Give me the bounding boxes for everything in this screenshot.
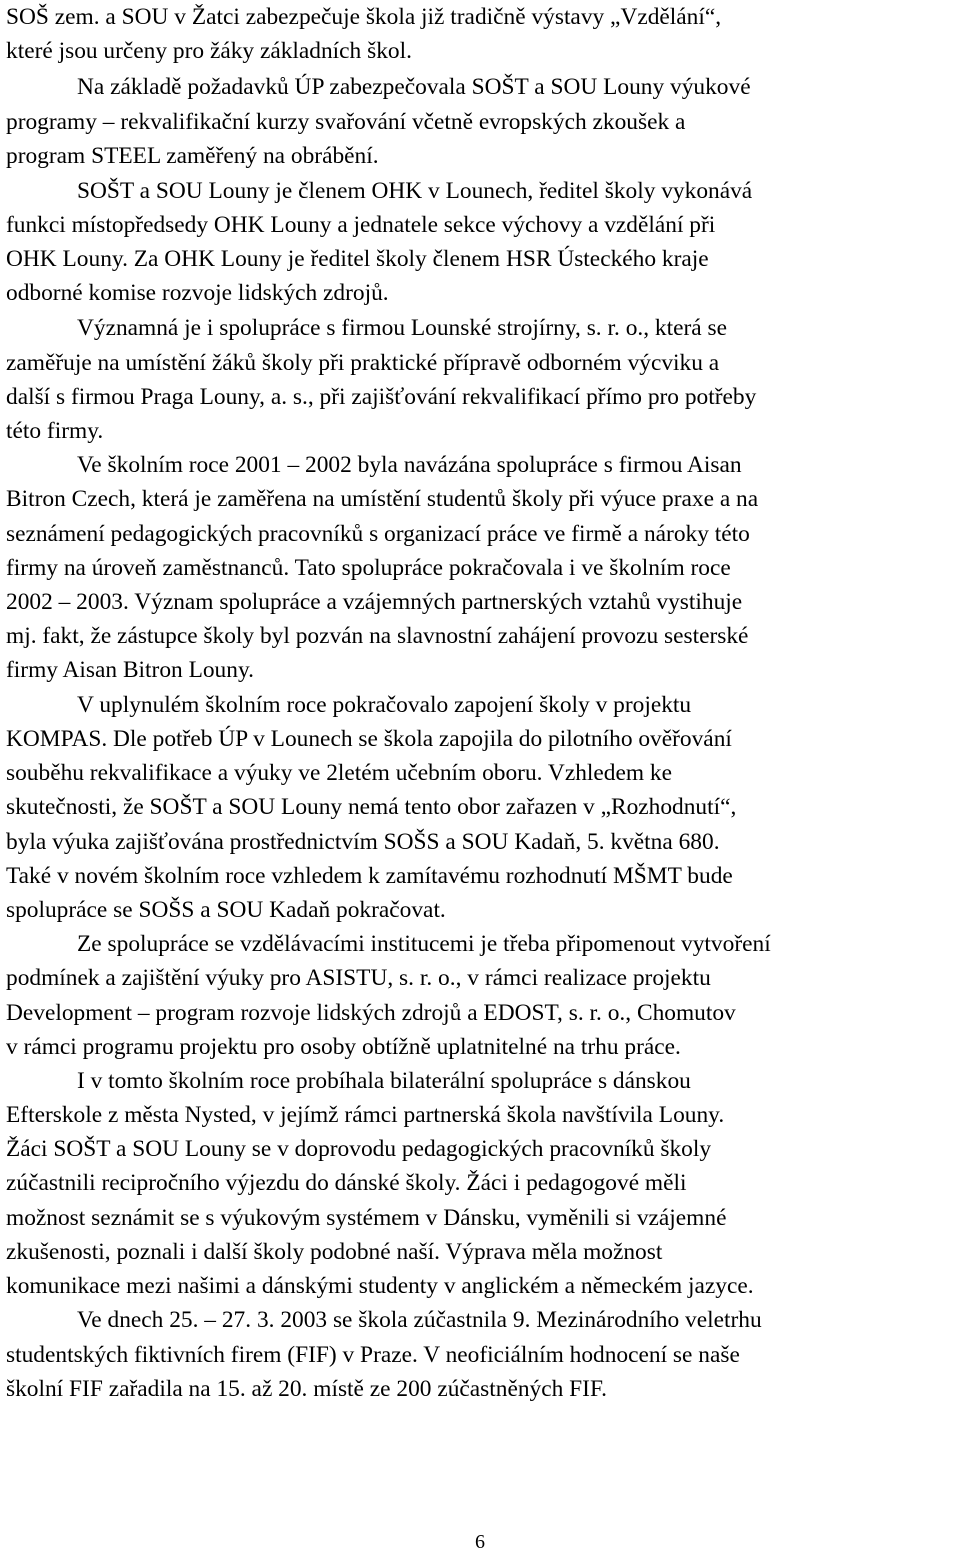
text-line: studentských fiktivních firem (FIF) v Praze. V neoficiálním hodnocení se naše xyxy=(6,1342,740,1368)
text-line: KOMPAS. Dle potřeb ÚP v Lounech se škola zapojila do pilotního ověřování xyxy=(6,726,732,752)
text-line: SOŠT a SOU Louny je členem OHK v Lounech, ředitel školy vykonává xyxy=(77,178,753,204)
text-line: I v tomto školním roce probíhala bilaterální spolupráce s dánskou xyxy=(77,1068,691,1094)
text-line: programy – rekvalifikační kurzy svařování včetně evropských zkoušek a xyxy=(6,109,686,135)
text-line: V uplynulém školním roce pokračovalo zapojení školy v projektu xyxy=(77,692,692,718)
text-line: firmy Aisan Bitron Louny. xyxy=(6,657,254,683)
text-line: školní FIF zařadila na 15. až 20. místě ze 200 zúčastněných FIF. xyxy=(6,1376,607,1402)
text-line: Development – program rozvoje lidských zdrojů a EDOST, s. r. o., Chomutov xyxy=(6,1000,736,1026)
text-line: Žáci SOŠT a SOU Louny se v doprovodu pedagogických pracovníků školy xyxy=(6,1136,712,1162)
text-line: Bitron Czech, která je zaměřena na umístění studentů školy při výuce praxe a na xyxy=(6,486,759,512)
text-line: v rámci programu projektu pro osoby obtížně uplatnitelné na trhu práce. xyxy=(6,1034,681,1060)
text-line: zúčastnili recipročního výjezdu do dánské školy. Žáci i pedagogové měli xyxy=(6,1170,687,1196)
text-line: odborné komise rozvoje lidských zdrojů. xyxy=(6,280,389,306)
text-line: Ve dnech 25. – 27. 3. 2003 se škola zúčastnila 9. Mezinárodního veletrhu xyxy=(77,1307,762,1333)
text-line: Významná je i spolupráce s firmou Lounské strojírny, s. r. o., která se xyxy=(77,315,728,341)
text-line: této firmy. xyxy=(6,418,104,444)
text-line: Ve školním roce 2001 – 2002 byla navázána spolupráce s firmou Aisan xyxy=(77,452,742,478)
text-line: OHK Louny. Za OHK Louny je ředitel školy členem HSR Ústeckého kraje xyxy=(6,246,709,272)
text-line: zaměřuje na umístění žáků školy při praktické přípravě odborném výcviku a xyxy=(6,350,720,376)
text-line: funkci místopředsedy OHK Louny a jednatele sekce výchovy a vzdělání při xyxy=(6,212,716,238)
text-line: další s firmou Praga Louny, a. s., při zajišťování rekvalifikací přímo pro potřeby xyxy=(6,384,757,410)
text-line: Na základě požadavků ÚP zabezpečovala SOŠT a SOU Louny výukové xyxy=(77,74,751,100)
text-line: Ze spolupráce se vzdělávacími institucemi je třeba připomenout vytvoření xyxy=(77,931,771,957)
text-line: firmy na úroveň zaměstnanců. Tato spolupráce pokračovala i ve školním roce xyxy=(6,555,731,581)
text-line: které jsou určeny pro žáky základních škol. xyxy=(6,38,412,64)
text-line: program STEEL zaměřený na obrábění. xyxy=(6,143,379,169)
text-line: Také v novém školním roce vzhledem k zamítavému rozhodnutí MŠMT bude xyxy=(6,863,733,889)
page-number: 6 xyxy=(475,1531,485,1553)
text-line: mj. fakt, že zástupce školy byl pozván na slavnostní zahájení provozu sesterské xyxy=(6,623,749,649)
text-line: SOŠ zem. a SOU v Žatci zabezpečuje škola již tradičně výstavy „Vzdělání“, xyxy=(6,4,722,30)
text-line: podmínek a zajištění výuky pro ASISTU, s. r. o., v rámci realizace projektu xyxy=(6,965,711,991)
text-line: skutečnosti, že SOŠT a SOU Louny nemá tento obor zařazen v „Rozhodnutí“, xyxy=(6,794,737,820)
text-line: Efterskole z města Nysted, v jejímž rámci partnerská škola navštívila Louny. xyxy=(6,1102,725,1128)
text-line: možnost seznámit se s výukovým systémem v Dánsku, vyměnili si vzájemné xyxy=(6,1205,727,1231)
text-line: byla výuka zajišťována prostřednictvím SOŠS a SOU Kadaň, 5. května 680. xyxy=(6,829,720,855)
text-line: komunikace mezi našimi a dánskými studenty v anglickém a německém jazyce. xyxy=(6,1273,754,1299)
text-line: souběhu rekvalifikace a výuky ve 2letém učebním oboru. Vzhledem ke xyxy=(6,760,672,786)
text-line: spolupráce se SOŠS a SOU Kadaň pokračovat. xyxy=(6,897,446,923)
text-line: seznámení pedagogických pracovníků s organizací práce ve firmě a nároky této xyxy=(6,521,750,547)
text-line: zkušenosti, poznali i další školy podobné naší. Výprava měla možnost xyxy=(6,1239,663,1265)
text-line: 2002 – 2003. Význam spolupráce a vzájemných partnerských vztahů vystihuje xyxy=(6,589,743,615)
